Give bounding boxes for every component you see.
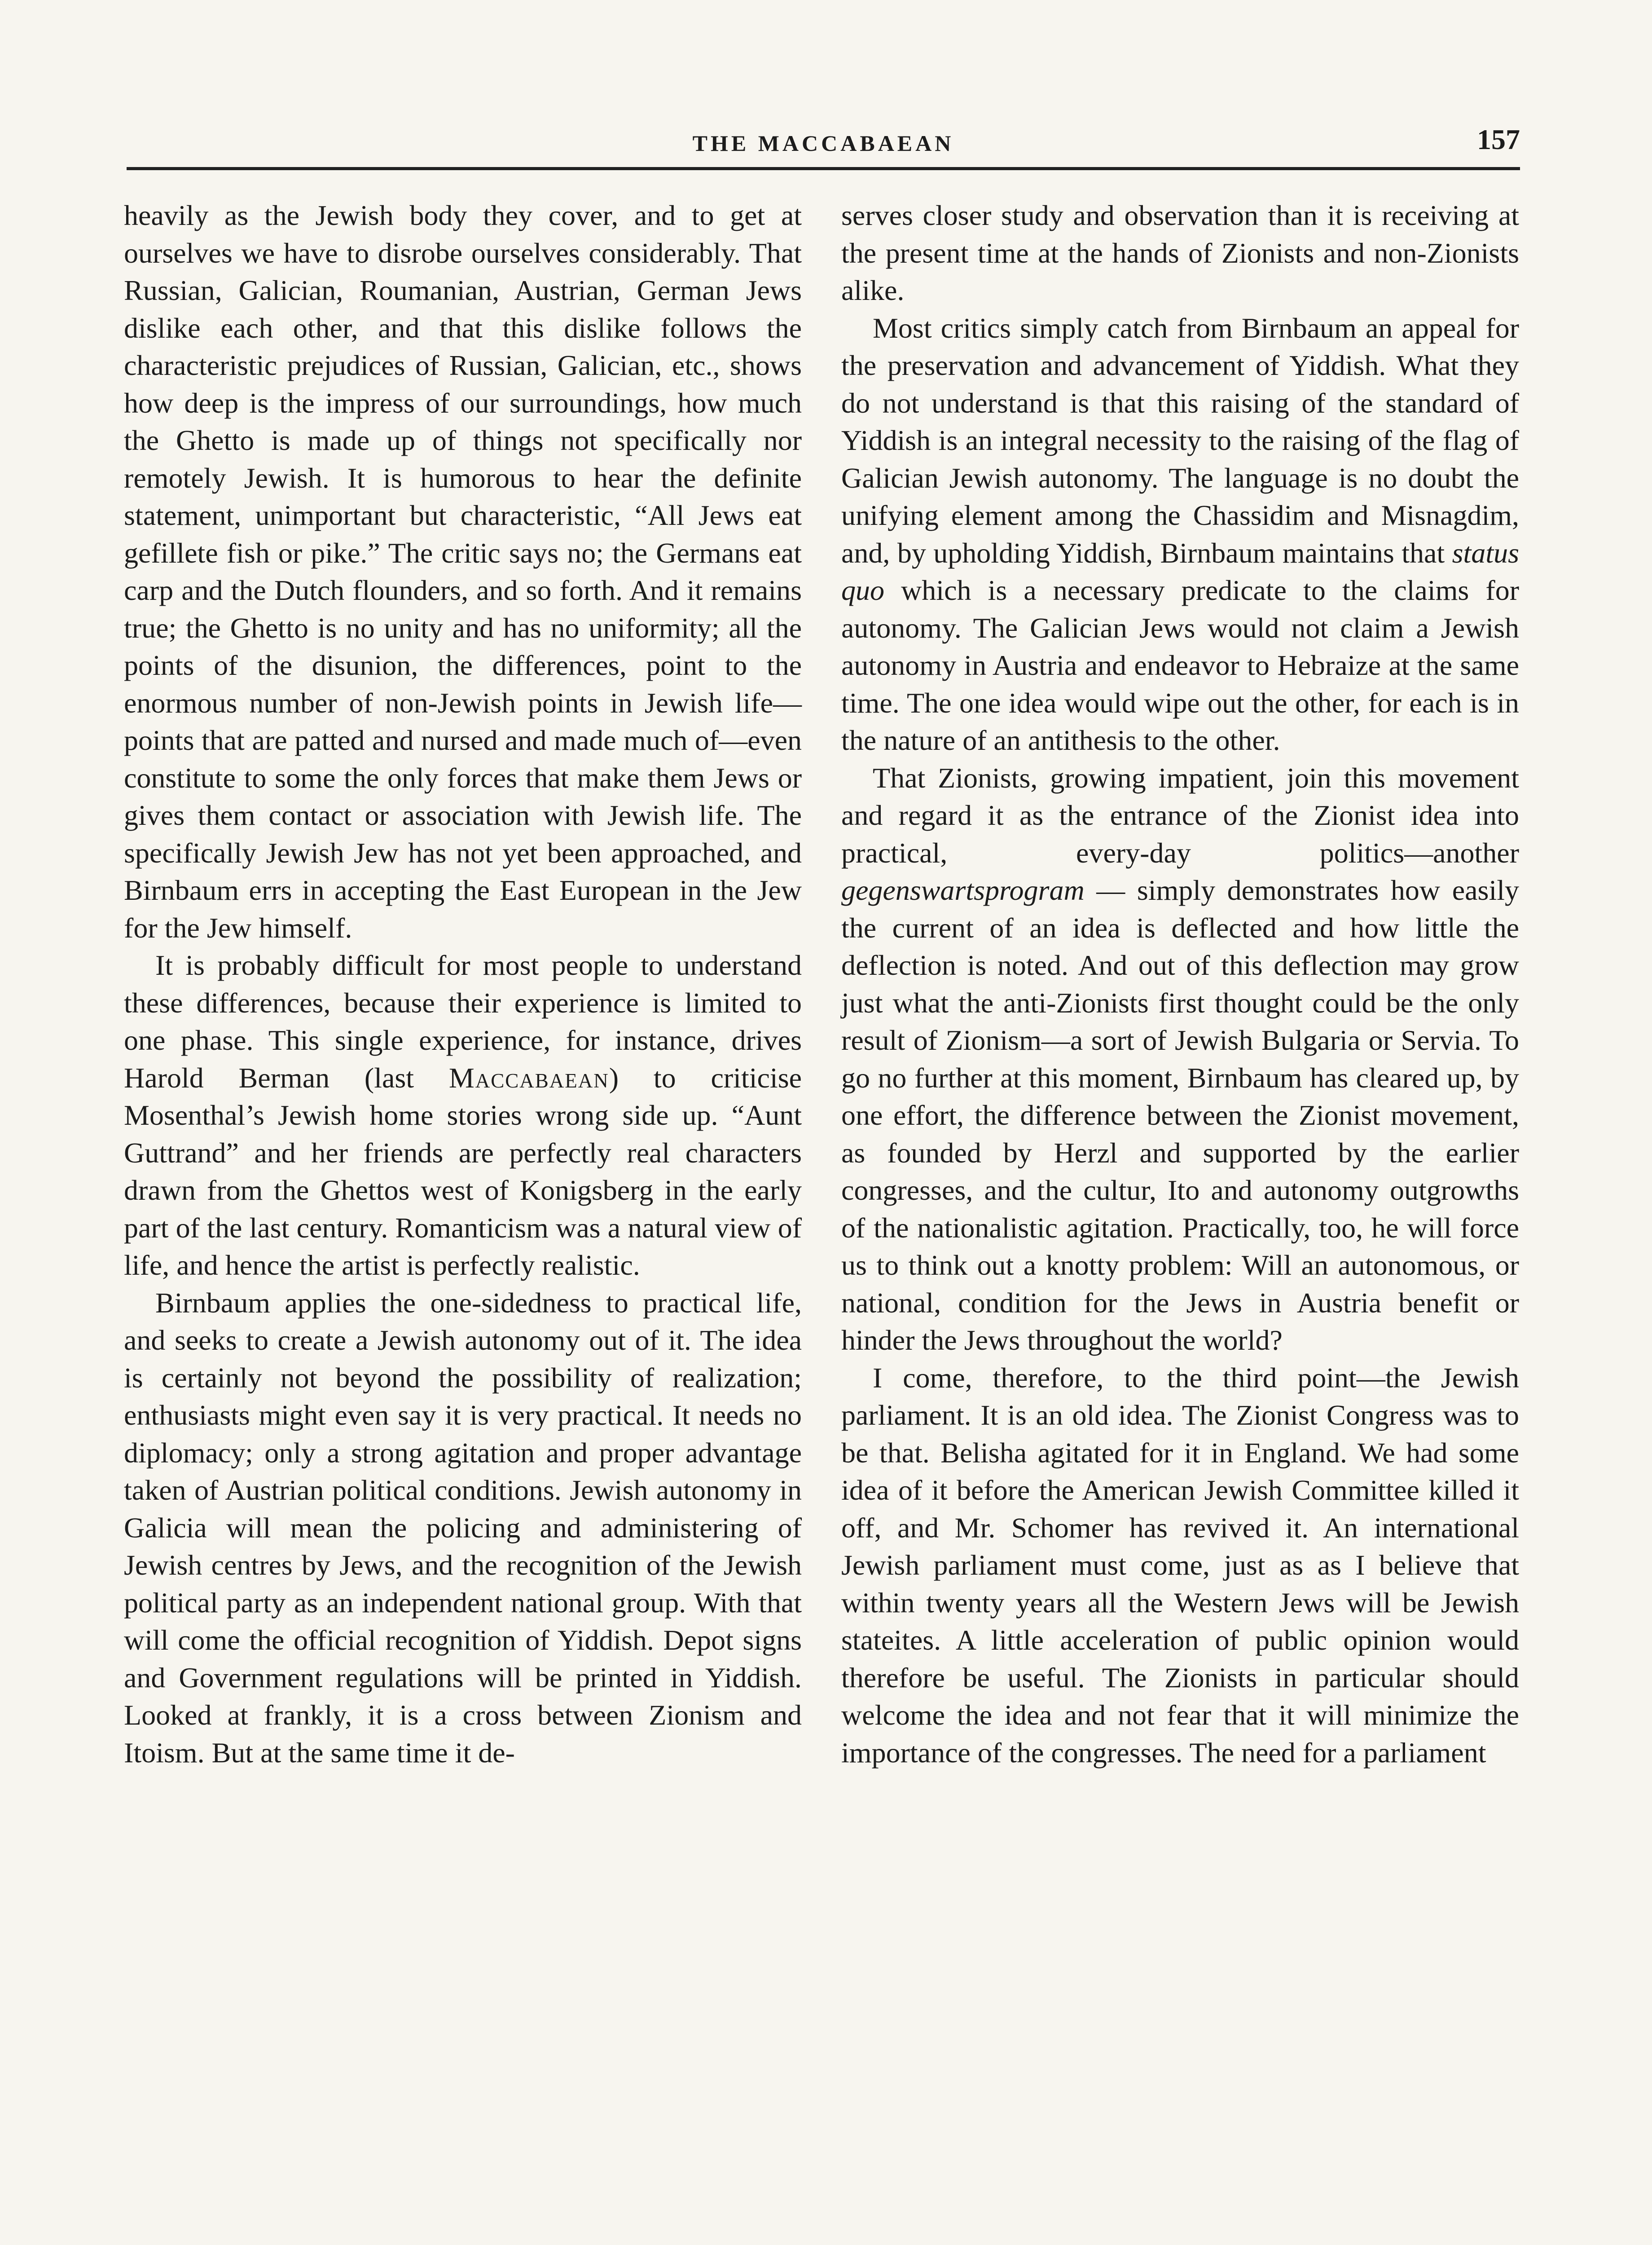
journal-name: Maccabaean — [448, 1061, 609, 1094]
page-number: 157 — [1477, 123, 1520, 155]
right-paragraph-2-text-b: which is a necessary predicate to the claims for autonomy. The Galician Jews would not claim a Jewish autonomy in Austria and endeavor to Hebraize at the same time. The one idea would wipe out the other, for each is in the nature of an antithesis to the other. — [841, 574, 1519, 756]
status-quo-italic: status quo — [841, 537, 1519, 606]
header-rule — [127, 167, 1520, 170]
right-paragraph-4: I come, therefore, to the third point—the Jewish parliament. It is an old idea. The Zionist Congress was to be that. Belisha agitated for it in England. We had some idea of it before the American Jewish Committee killed it off, and Mr. Schomer has revived it. An international Jewish parliament must come, just as as I believe that within twenty years all the Western Jews will be Jewish stateites. A little acceleration of public opinion would therefore be useful. The Zionists in particular should welcome the idea and not fear that it will minimize the importance of the congresses. The need for a parliament — [841, 1361, 1519, 1769]
left-paragraph-3: Birnbaum applies the one-sidedness to practical life, and seeks to create a Jewish autonomy out of it. The idea is certainly not beyond the possibility of realization; enthusiasts might even say it is very practical. It needs no diplomacy; only a strong agitation and proper advantage taken of Austrian political conditions. Jewish autonomy in Galicia will mean the policing and administering of Jewish centres by Jews, and the recognition of the Jewish political party as an independent national group. With that will come the official recognition of Yiddish. Depot signs and Government regulations will be printed in Yiddish. Looked at frankly, it is a cross between Zionism and Itoism. But at the same time it de- — [124, 1286, 802, 1769]
right-paragraph-3-text-b: — simply demonstrates how easily the current of an idea is deflected and how little the deflection is noted. And out of this deflection may grow just what the anti-Zionists first thought could be the only result of Zionism—a sort of Jewish Bulgaria or Servia. To go no further at this moment, Birnbaum has cleared up, by one effort, the difference between the Zionist movement, as founded by Herzl and supported by the earlier congresses, and the cultur, Ito and autonomy outgrowths of the nationalistic agitation. Practically, too, he will force us to think out a knotty problem: Will an autonomous, or national, condition for the Jews in Austria benefit or hinder the Jews throughout the world? — [841, 874, 1519, 1356]
right-paragraph-2-text-a: Most critics simply catch from Birnbaum an appeal for the preservation and advancement of Yiddish. What they do not understand is that this raising of the standard of Yiddish is an integral necessity to the raising of the flag of Galician Jewish autonomy. The language is no doubt the unifying element among the Chassidim and Misnagdim, and, by upholding Yiddish, Birnbaum maintains that — [841, 312, 1519, 569]
left-paragraph-2-text-b: ) to criticise Mosenthal’s Jewish home stories wrong side up. “Aunt Guttrand” and her friends are perfectly real characters drawn from the Ghettos west of Konigsberg in the early part of the last century. Romanticism was a natural view of life, and hence the artist is perfectly realistic. — [124, 1061, 802, 1281]
right-paragraph-3-text-a: That Zionists, growing impatient, join this movement and regard it as the entrance of the Zionist idea into practical, every-day politics—another — [841, 762, 1519, 869]
right-paragraph-1: serves closer study and observation than it is receiving at the present time at the hands of Zionists and non-Zionists alike. — [841, 199, 1519, 306]
right-column — [841, 197, 1519, 1771]
left-paragraph-2 — [124, 946, 802, 1284]
gegenswartsprogram-italic: gegenswartsprogram — [841, 874, 1085, 906]
running-title: THE MACCABAEAN — [692, 131, 954, 156]
left-paragraph-2-text-a: It is probably difficult for most people to understand these differences, because their experience is limited to one phase. This single experience, for instance, drives Harold Berman (last — [124, 949, 802, 1094]
left-column — [124, 197, 802, 1771]
right-paragraph-3 — [841, 759, 1519, 1359]
left-paragraph-1: heavily as the Jewish body they cover, and to get at ourselves we have to disrobe ourselves considerably. That Russian, Galician, Roumanian, Austrian, German Jews dislike each other, and that this dislike follows the characteristic prejudices of Russian, Galician, etc., shows how deep is the impress of our surroundings, how much the Ghetto is made up of things not specifically nor remotely Jewish. It is humorous to hear the definite statement, unimportant but characteristic, “All Jews eat gefillete fish or pike.” The critic says no; the Germans eat carp and the Dutch flounders, and so forth. And it remains true; the Ghetto is no unity and has no uniformity; all the points of the disunion, the differences, point to the enormous number of non-Jewish points in Jewish life—points that are patted and nursed and made much of—even constitute to some the only forces that make them Jews or gives them contact or association with Jewish life. The specifically Jewish Jew has not yet been approached, and Birnbaum errs in accepting the East European in the Jew for the Jew himself. — [124, 199, 802, 944]
page-header — [127, 120, 1520, 170]
right-paragraph-2 — [841, 309, 1519, 759]
